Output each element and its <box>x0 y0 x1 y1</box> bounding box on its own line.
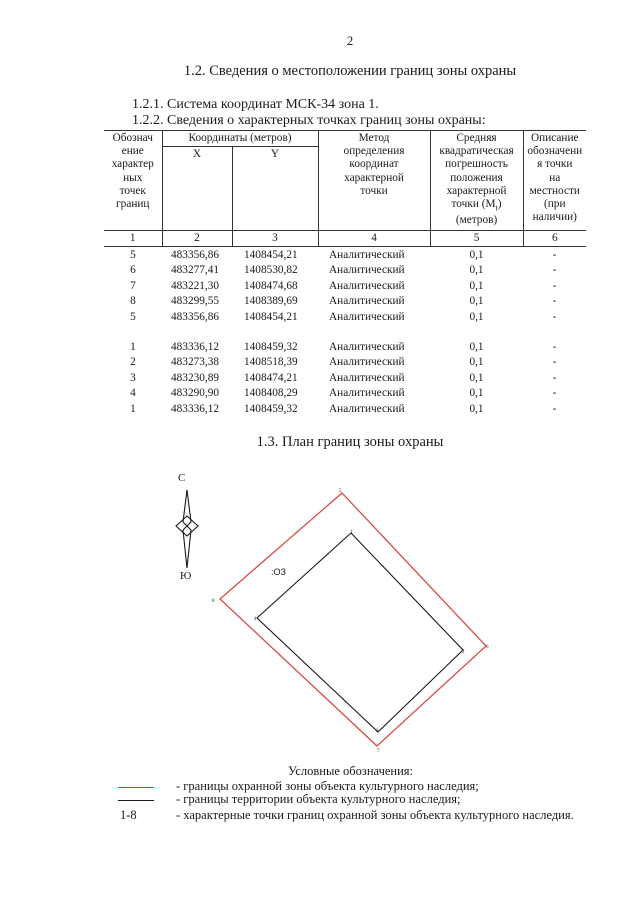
x-value: 483356,86 <box>171 310 220 323</box>
y-value: 1408474,68 <box>244 279 298 292</box>
table-row <box>104 402 586 418</box>
y-value: 1408454,21 <box>244 310 298 323</box>
outer-point-label: 6 <box>486 645 489 650</box>
y-value: 1408530,82 <box>244 264 298 277</box>
compass-rose-icon <box>170 488 204 570</box>
description-value: - <box>552 371 557 384</box>
legend-black-line-text: - границы территории объекта культурного наследия; <box>176 792 461 806</box>
x-value: 483356,86 <box>171 248 220 261</box>
point-number: 6 <box>130 264 136 277</box>
error-value: 0,1 <box>469 340 484 353</box>
y-value: 1408459,32 <box>244 402 298 415</box>
table-spacer <box>104 325 586 339</box>
legend-title: Условные обозначения: <box>288 764 414 778</box>
outer-point-label: 8 <box>212 599 215 604</box>
column-number: 2 <box>162 231 232 247</box>
column-number: 6 <box>523 231 586 247</box>
designation-header: Обознач ение характер ных точек границ <box>104 131 162 231</box>
outer-point-label: 7 <box>377 749 380 753</box>
characteristic-points-table <box>104 130 586 417</box>
description-value: - <box>552 310 557 323</box>
inner-point-label: 2 <box>462 650 465 655</box>
y-value: 1408454,21 <box>244 248 298 261</box>
y-header: Y <box>232 147 318 231</box>
point-number: 5 <box>130 310 136 323</box>
description-value: - <box>552 248 557 261</box>
error-value: 0,1 <box>469 279 484 292</box>
description-value: - <box>552 279 557 292</box>
point-number: 7 <box>130 279 136 292</box>
y-value: 1408518,39 <box>244 356 298 369</box>
method-value: Аналитический <box>329 371 405 384</box>
zone-label: :ОЗ <box>271 567 286 577</box>
table-row <box>104 247 586 263</box>
y-value: 1408408,29 <box>244 387 298 400</box>
outer-point-label: 5 <box>339 489 342 494</box>
description-header: Описание обозначени я точки на местности (при наличии) <box>523 131 586 231</box>
legend-points-key: 1-8 <box>120 808 137 822</box>
error-value: 0,1 <box>469 356 484 369</box>
table-row <box>104 294 586 310</box>
column-number: 5 <box>430 231 523 247</box>
x-value: 483299,55 <box>171 295 220 308</box>
method-value: Аналитический <box>329 310 405 323</box>
compass-north-label: С <box>178 472 186 484</box>
method-value: Аналитический <box>329 264 405 277</box>
point-number: 8 <box>130 295 136 308</box>
y-value: 1408474,21 <box>244 371 298 384</box>
plan-title: 1.3. План границ зоны охраны <box>256 434 444 450</box>
method-value: Аналитический <box>329 387 405 400</box>
point-number: 3 <box>130 371 136 384</box>
coordinates-header: Координаты (метров) <box>162 131 318 147</box>
point-number: 1 <box>130 340 136 353</box>
error-value: 0,1 <box>469 295 484 308</box>
method-value: Аналитический <box>329 402 405 415</box>
x-value: 483230,89 <box>171 371 220 384</box>
error-value: 0,1 <box>469 310 484 323</box>
error-value: 0,1 <box>469 402 484 415</box>
description-value: - <box>552 264 557 277</box>
table-row <box>104 310 586 326</box>
error-value: 0,1 <box>469 248 484 261</box>
error-value: 0,1 <box>469 264 484 277</box>
x-value: 483277,41 <box>171 264 220 277</box>
x-value: 483290,90 <box>171 387 220 400</box>
x-value: 483336,12 <box>171 402 220 415</box>
y-value: 1408459,32 <box>244 340 298 353</box>
x-value: 483221,30 <box>171 279 220 292</box>
method-value: Аналитический <box>329 248 405 261</box>
compass-south-label: Ю <box>180 570 192 582</box>
table-row <box>104 386 586 402</box>
zone-plan-map <box>210 478 500 753</box>
method-value: Аналитический <box>329 340 405 353</box>
x-header: X <box>162 147 232 231</box>
table-row <box>104 339 586 355</box>
legend-points-text: - характерные точки границ охранной зоны объекта культурного наследия. <box>176 808 574 822</box>
description-value: - <box>552 295 557 308</box>
column-number: 3 <box>232 231 318 247</box>
x-value: 483336,12 <box>171 340 220 353</box>
point-number: 5 <box>130 248 136 261</box>
error-value: 0,1 <box>469 387 484 400</box>
inner-point-label: 1 <box>350 530 353 535</box>
point-number: 1 <box>130 402 136 415</box>
table-row <box>104 355 586 371</box>
method-header: Метод определения координат характерной точки <box>318 131 430 231</box>
method-value: Аналитический <box>329 279 405 292</box>
x-value: 483273,38 <box>171 356 220 369</box>
description-value: - <box>552 402 557 415</box>
point-number: 4 <box>130 387 136 400</box>
inner-point-label: 3 <box>376 729 379 734</box>
table-row <box>104 263 586 279</box>
description-value: - <box>552 387 557 400</box>
description-value: - <box>552 340 557 353</box>
heritage-territory-boundary <box>257 533 463 732</box>
method-value: Аналитический <box>329 295 405 308</box>
inner-point-label: 4 <box>254 617 257 622</box>
table-row <box>104 279 586 295</box>
page-number: 2 <box>346 33 354 48</box>
column-number: 1 <box>104 231 162 247</box>
column-number: 4 <box>318 231 430 247</box>
table-row <box>104 371 586 387</box>
description-value: - <box>552 356 557 369</box>
legend-black-line-swatch <box>118 800 154 801</box>
legend-red-line-swatch <box>118 787 154 788</box>
y-value: 1408389,69 <box>244 295 298 308</box>
method-value: Аналитический <box>329 356 405 369</box>
points-heading: 1.2.2. Сведения о характерных точках границ зоны охраны: <box>132 113 486 128</box>
error-value: 0,1 <box>469 371 484 384</box>
error-header: Средняя квадратическая погрешность положения характерной точки $(M_t)$ (метров) <box>430 131 523 231</box>
legend-red-line-text: - границы охранной зоны объекта культурного наследия; <box>176 779 479 793</box>
section-title: 1.2. Сведения о местоположении границ зоны охраны <box>183 63 517 79</box>
point-number: 2 <box>130 356 136 369</box>
coordinate-system-line: 1.2.1. Система координат МСК-34 зона 1. <box>132 97 379 112</box>
